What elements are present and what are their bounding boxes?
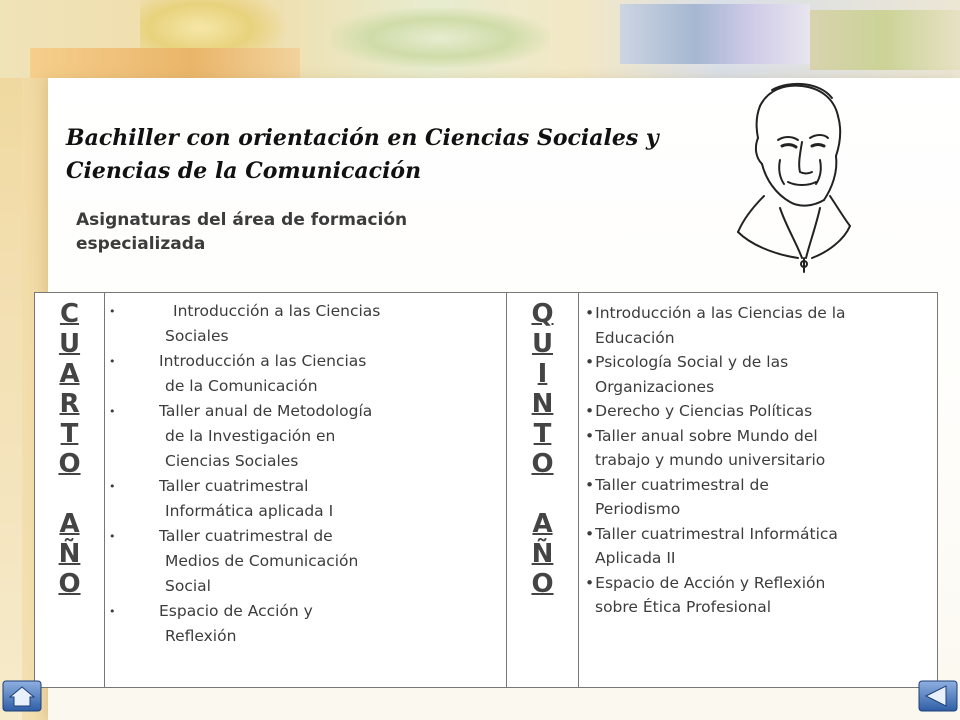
year-label-letter: T — [533, 419, 552, 449]
subject-text-line: Taller cuatrimestral — [159, 477, 309, 495]
subtitle-line-1: Asignaturas del área de formación — [76, 210, 408, 230]
subject-item — [585, 399, 925, 424]
leaf-decoration — [620, 4, 810, 64]
year-label-letter: A — [59, 509, 80, 539]
subject-text-line: Psicología Social y de las — [595, 353, 789, 371]
subject-text-line: Espacio de Acción y Reflexión — [595, 573, 826, 592]
year-label-letter: R — [59, 389, 80, 419]
fifth-year-label — [507, 299, 578, 599]
bullet-icon: • — [109, 530, 116, 543]
subject-item — [585, 522, 925, 571]
subject-item — [105, 599, 505, 649]
year-label-letter: O — [58, 569, 81, 599]
bullet-icon: • — [585, 402, 595, 420]
subject-text-line: Introducción a las Ciencias — [159, 352, 367, 370]
year-label-letter: U — [58, 329, 81, 359]
subjects-table — [34, 292, 938, 688]
fourth-year-label — [35, 299, 104, 599]
portrait-drawing — [720, 76, 860, 276]
home-icon[interactable] — [2, 680, 42, 712]
subject-text-line: Taller cuatrimestral de — [159, 527, 333, 545]
year-label-letter: Ñ — [58, 539, 81, 569]
bullet-icon: • — [109, 480, 116, 493]
subject-text-line: Informática aplicada I — [165, 502, 334, 520]
subject-text-line: Introducción a las Ciencias — [173, 302, 381, 320]
subject-text-line: Educación — [595, 328, 675, 347]
bullet-icon: • — [585, 573, 595, 592]
leaf-decoration — [810, 10, 960, 70]
fifth-year-label-cell — [507, 293, 579, 687]
subject-item — [585, 473, 925, 522]
year-label-letter: T — [60, 419, 79, 449]
fourth-year-label-cell — [35, 293, 105, 687]
year-label-letter: O — [58, 449, 81, 479]
subject-item — [105, 399, 505, 474]
back-arrow-icon[interactable] — [918, 680, 958, 712]
subject-text-line: Social — [165, 577, 211, 595]
year-label-letter: O — [531, 449, 554, 479]
subject-item — [105, 474, 505, 524]
subject-text-line: Sociales — [165, 327, 229, 345]
bullet-icon: • — [109, 355, 116, 368]
subject-text-line: Taller cuatrimestral Informática — [595, 524, 838, 543]
subject-text-line: Periodismo — [595, 500, 681, 518]
subject-text-line: trabajo y mundo universitario — [595, 451, 826, 469]
subject-item — [585, 350, 925, 399]
subject-text-line: Taller cuatrimestral de — [595, 475, 769, 494]
subject-text-line: de la Comunicación — [165, 377, 318, 395]
subtitle-line-2: especializada — [76, 234, 206, 254]
subject-text-line: Medios de Comunicación — [165, 552, 359, 570]
subject-item — [105, 524, 505, 599]
slide-subtitle — [76, 208, 556, 256]
subject-text-line: Reflexión — [165, 627, 237, 645]
fifth-year-subjects-cell — [579, 293, 937, 687]
subject-text-line: Espacio de Acción y — [159, 602, 313, 620]
subject-text-line: Ciencias Sociales — [165, 452, 299, 470]
top-decoration — [0, 0, 960, 78]
fourth-year-subject-list — [105, 299, 505, 649]
bullet-icon: • — [109, 605, 116, 618]
leaf-decoration — [330, 8, 550, 68]
subject-text-line: Derecho y Ciencias Políticas — [595, 402, 813, 420]
subject-text-line: Taller anual sobre Mundo del — [595, 426, 818, 445]
subject-text-line: de la Investigación en — [165, 427, 336, 445]
year-label-letter: Ñ — [531, 539, 554, 569]
subject-text-line: Introducción a las Ciencias de la — [595, 304, 846, 322]
bullet-icon: • — [585, 353, 595, 371]
year-label-letter: N — [531, 389, 554, 419]
subject-item — [105, 299, 505, 349]
subject-text-line: Taller anual de Metodología — [159, 402, 373, 420]
fifth-year-subject-list — [585, 301, 925, 620]
title-line-1: Bachiller con orientación en Ciencias Sociales y — [66, 125, 659, 151]
orange-band-decoration — [30, 48, 300, 80]
subject-text-line: Aplicada II — [595, 549, 676, 567]
subject-item — [585, 424, 925, 473]
subject-item — [585, 301, 925, 350]
subject-text-line: sobre Ética Profesional — [595, 598, 772, 616]
year-label-letter: Q — [531, 299, 554, 329]
bullet-icon: • — [109, 405, 116, 418]
year-label-letter: U — [531, 329, 554, 359]
subject-text-line: Organizaciones — [595, 377, 715, 396]
year-label-letter: I — [537, 359, 548, 389]
bullet-icon: • — [109, 305, 116, 318]
year-label-letter: O — [531, 569, 554, 599]
year-label-letter: C — [59, 299, 80, 329]
year-label-letter: A — [59, 359, 80, 389]
fourth-year-subjects-cell — [105, 293, 507, 687]
bullet-icon: • — [585, 304, 595, 322]
bullet-icon: • — [585, 426, 595, 445]
title-line-2: Ciencias de la Comunicación — [66, 158, 422, 184]
bullet-icon: • — [585, 475, 595, 494]
slide-title — [66, 122, 706, 188]
bullet-icon: • — [585, 524, 595, 543]
subject-item — [585, 571, 925, 620]
year-label-letter: A — [532, 509, 553, 539]
subject-item — [105, 349, 505, 399]
